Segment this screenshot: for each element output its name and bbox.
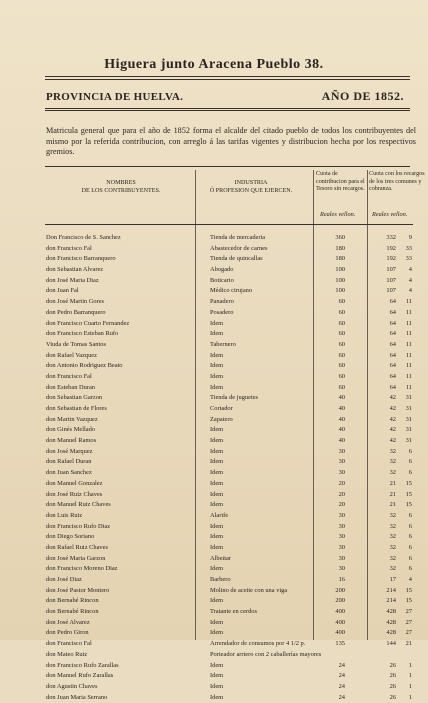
table-row: [0, 329, 428, 340]
contributor-name: don Ginés Mellado: [46, 426, 95, 434]
column-header-names: NOMBRES DE LOS CONTRIBUYENTES.: [81, 180, 161, 194]
cuota-tesoro-cell: 400: [335, 629, 345, 637]
cuota-recargos-cents: 27: [405, 618, 412, 626]
cuota-recargos-cell: 64: [389, 298, 396, 306]
divider: [45, 224, 413, 225]
contributor-name: don Francisco Rufo Zarallas: [46, 661, 119, 669]
intro-paragraph: Matricula general que para el año de 1852 forma el alcalde del citado pueblo de todos los contribuyentes del mismo por la referida contribucion, con arreglo á las tarifas vigentes y distribucion hecha por los respectivos gremios.: [46, 126, 416, 156]
industry-cell: Idem: [210, 522, 224, 530]
cuota-tesoro-cell: 40: [338, 437, 345, 445]
cuota-recargos-cents: 1: [408, 682, 412, 690]
cuota-recargos-cents: 6: [408, 554, 412, 562]
cuota-recargos-cell: 32: [389, 522, 396, 530]
divider: [45, 79, 410, 80]
cuota-recargos-cents: 27: [405, 629, 412, 637]
industry-cell: Idem: [210, 629, 224, 637]
contributor-name: don Bernabé Rincon: [46, 597, 99, 605]
contributor-name: don José Alvarez: [46, 618, 90, 626]
industry-cell: Arrendador de consumos por 4 1/2 p.: [210, 640, 306, 648]
cuota-tesoro-cell: 20: [338, 490, 345, 498]
contributor-name: don Sebastian de Flores: [46, 405, 107, 412]
cuota-recargos-cell: 64: [389, 308, 396, 316]
industry-cell: Alarife: [210, 511, 229, 519]
cuota-tesoro-cell: 20: [338, 501, 345, 509]
industry-cell: Posadero: [210, 308, 234, 316]
cuota-recargos-cell: 26: [389, 682, 396, 690]
cuota-recargos-cents: 6: [408, 522, 412, 530]
contributor-name: don José Maria Garzon: [46, 554, 106, 562]
cuota-recargos-cell: 42: [389, 394, 396, 402]
cuota-recargos-cents: 11: [405, 330, 412, 338]
table-row: [0, 265, 428, 276]
table-row: [0, 254, 428, 265]
cuota-tesoro-cell: 60: [338, 298, 345, 306]
contributor-name: don Francisco Esteban Rufo: [46, 330, 119, 338]
industry-cell: Idem: [210, 437, 224, 445]
table-row: [0, 511, 428, 522]
industry-cell: Tabernero: [210, 340, 236, 348]
cuota-recargos-cell: 26: [389, 661, 396, 669]
industry-cell: Médico cirujano: [210, 287, 253, 295]
cuota-recargos-cell: 42: [389, 426, 396, 434]
table-row: [0, 404, 428, 415]
cuota-recargos-cell: 32: [389, 458, 396, 466]
cuota-tesoro-cell: 60: [338, 351, 345, 359]
table-row: [0, 532, 428, 543]
cuota-tesoro-cell: 40: [338, 405, 345, 412]
cuota-tesoro-cell: 60: [338, 383, 345, 391]
industry-cell: Idem: [210, 372, 224, 380]
industry-cell: Panadero: [210, 298, 234, 306]
contributor-name: don Manuel Gonzalez: [46, 479, 103, 487]
industry-cell: Tienda de juguetes: [210, 394, 259, 402]
cuota-tesoro-cell: 30: [338, 533, 345, 541]
cuota-recargos-cell: 42: [389, 437, 396, 445]
cuota-recargos-cell: 107: [386, 287, 396, 295]
cuota-recargos-cell: 214: [386, 586, 396, 594]
industry-cell: Tratante en cerdos: [210, 608, 257, 616]
cuota-recargos-cents: 1: [408, 672, 412, 680]
cuota-recargos-cents: 1: [408, 661, 412, 669]
cuota-recargos-cell: 21: [389, 501, 396, 509]
industry-cell: Idem: [210, 319, 224, 327]
table-row: [0, 297, 428, 308]
cuota-recargos-cell: 42: [389, 405, 396, 412]
cuota-recargos-cell: 64: [389, 351, 396, 359]
contributor-name: don Rafael Duran: [46, 458, 92, 466]
cuota-recargos-cents: 15: [405, 501, 412, 509]
industry-cell: Idem: [210, 565, 224, 573]
cuota-recargos-cell: 32: [389, 511, 396, 519]
cuota-tesoro-cell: 20: [338, 479, 345, 487]
table-row: [0, 393, 428, 404]
contributor-name: don Luis Ruiz: [46, 511, 83, 519]
table-row: [0, 351, 428, 362]
table-row: [0, 372, 428, 383]
industry-cell: Zapatero: [210, 415, 233, 423]
industry-cell: Idem: [210, 672, 224, 680]
table-row: [0, 522, 428, 533]
industry-cell: Idem: [210, 447, 224, 455]
industry-cell: Idem: [210, 383, 224, 391]
contributor-name: don Bernabé Rincon: [46, 608, 99, 616]
unit-label: Reales vellon.: [320, 211, 356, 218]
cuota-recargos-cents: 6: [408, 469, 412, 477]
contributor-name: don Pedro Barranquero: [46, 308, 106, 316]
cuota-recargos-cell: 42: [389, 415, 396, 423]
cuota-recargos-cell: 21: [389, 490, 396, 498]
cuota-tesoro-cell: 30: [338, 565, 345, 573]
page-title: Higuera junto Aracena Pueblo 38.: [104, 57, 324, 72]
cuota-tesoro-cell: 40: [338, 394, 345, 402]
contributor-name: Viuda de Tomas Santos: [46, 340, 106, 348]
table-row: [0, 682, 428, 693]
cuota-recargos-cents: 11: [405, 383, 412, 391]
contributor-name: don José Diaz: [46, 576, 82, 583]
cuota-recargos-cell: 192: [386, 244, 396, 252]
table-row: [0, 319, 428, 330]
cuota-tesoro-cell: 40: [338, 426, 345, 434]
cuota-tesoro-cell: 60: [338, 340, 345, 348]
cuota-tesoro-cell: 24: [338, 672, 345, 680]
contributor-name: don Manuel Rufo Zarallas: [46, 672, 114, 680]
cuota-tesoro-cell: 180: [335, 255, 345, 263]
cuota-recargos-cell: 428: [386, 608, 396, 616]
contributor-name: don Juan Fal: [46, 287, 79, 295]
table-row: [0, 425, 428, 436]
industry-cell: Idem: [210, 501, 224, 509]
cuota-tesoro-cell: 60: [338, 308, 345, 316]
industry-cell: Idem: [210, 479, 224, 487]
table-row: [0, 639, 428, 650]
table-row: [0, 308, 428, 319]
cuota-recargos-cents: 4: [408, 287, 412, 295]
cuota-recargos-cell: 214: [386, 597, 396, 605]
cuota-recargos-cell: 26: [389, 693, 396, 701]
cuota-recargos-cell: 32: [389, 554, 396, 562]
table-row: [0, 468, 428, 479]
cuota-recargos-cents: 15: [405, 479, 412, 487]
cuota-recargos-cell: 428: [386, 618, 396, 626]
contributor-name: don Francisco Moreno Diaz: [46, 565, 118, 573]
contributor-list: [0, 233, 428, 703]
cuota-recargos-cell: 64: [389, 372, 396, 380]
divider: [45, 166, 410, 167]
cuota-tesoro-cell: 30: [338, 447, 345, 455]
contributor-name: don Agustin Chaves: [46, 682, 98, 690]
contributor-name: don José Ruiz Chaves: [46, 490, 103, 498]
cuota-recargos-cell: 32: [389, 533, 396, 541]
table-row: [0, 607, 428, 618]
cuota-recargos-cell: 64: [389, 330, 396, 338]
cuota-tesoro-cell: 24: [338, 682, 345, 690]
cuota-recargos-cents: 11: [405, 340, 412, 348]
table-row: [0, 415, 428, 426]
cuota-recargos-cents: 6: [408, 511, 412, 519]
industry-cell: Idem: [210, 618, 224, 626]
cuota-recargos-cell: 32: [389, 469, 396, 477]
industry-cell: Abastecedor de carnes: [210, 244, 268, 252]
table-row: [0, 340, 428, 351]
cuota-tesoro-cell: 30: [338, 469, 345, 477]
cuota-recargos-cents: 11: [405, 298, 412, 306]
cuota-tesoro-cell: 100: [335, 266, 345, 274]
contributor-name: Don Francisco de S. Sanchez: [46, 234, 121, 241]
industry-cell: Idem: [210, 469, 224, 477]
cuota-recargos-cell: 428: [386, 629, 396, 637]
table-row: [0, 564, 428, 575]
divider: [45, 108, 410, 109]
table-row: [0, 457, 428, 468]
contributor-name: don Manuel Ramos: [46, 437, 97, 445]
cuota-recargos-cents: 4: [408, 576, 412, 583]
contributor-name: don Rafael Ruiz Chaves: [46, 543, 108, 551]
cuota-tesoro-cell: 200: [335, 586, 345, 594]
table-row: [0, 436, 428, 447]
contributor-name: don José Maria Diaz: [46, 276, 99, 284]
table-row: [0, 479, 428, 490]
cuota-recargos-cell: 64: [389, 362, 396, 370]
cuota-recargos-cents: 1: [408, 693, 412, 701]
industry-cell: Albeitar: [210, 554, 231, 562]
contributor-name: don Mateo Ruiz: [46, 650, 88, 658]
cuota-recargos-cents: 11: [405, 362, 412, 370]
cuota-recargos-cents: 6: [408, 533, 412, 541]
industry-cell: Idem: [210, 351, 224, 359]
contributor-name: don Diego Soriano: [46, 533, 95, 541]
cuota-recargos-cents: 9: [408, 234, 412, 241]
table-row: [0, 650, 428, 661]
industry-cell: Idem: [210, 543, 224, 551]
table-row: [0, 490, 428, 501]
cuota-tesoro-cell: 60: [338, 362, 345, 370]
contributor-name: don Francisco Fal: [46, 640, 92, 648]
table-row: [0, 383, 428, 394]
industry-cell: Barbero: [210, 576, 231, 583]
cuota-recargos-cell: 21: [389, 479, 396, 487]
contributor-name: don Juan Maria Serrano: [46, 693, 108, 701]
contributor-name: don Francisco Cuarto Fernandez: [46, 319, 130, 327]
year-heading: AÑO DE 1852.: [321, 89, 404, 103]
table-row: [0, 447, 428, 458]
contributor-name: don Manuel Ruiz Chaves: [46, 501, 111, 509]
cuota-tesoro-cell: 60: [338, 319, 345, 327]
industry-cell: Porteador arriero con 2 caballerías mayores: [210, 650, 322, 658]
industry-cell: Idem: [210, 458, 224, 466]
cuota-tesoro-cell: 100: [335, 276, 345, 284]
column-header-cuota-recargos: Cuota con los recargos de los tres comunes y cobranza.: [369, 171, 425, 192]
contributor-name: don Francisco Fal: [46, 372, 92, 380]
table-row: [0, 671, 428, 682]
cuota-recargos-cell: 64: [389, 383, 396, 391]
table-row: [0, 618, 428, 629]
cuota-recargos-cents: 11: [405, 308, 412, 316]
contributor-name: don Francisco Barranquero: [46, 255, 116, 263]
cuota-recargos-cell: 64: [389, 319, 396, 327]
industry-cell: Abogado: [210, 266, 234, 274]
cuota-tesoro-cell: 135: [335, 640, 345, 648]
cuota-tesoro-cell: 200: [335, 597, 345, 605]
industry-cell: Tienda de mercaderia: [210, 234, 266, 241]
cuota-recargos-cell: 107: [386, 266, 396, 274]
industry-cell: Tienda de quincallas: [210, 255, 263, 263]
cuota-recargos-cents: 11: [405, 372, 412, 380]
unit-label: Reales vellon.: [372, 211, 408, 218]
industry-cell: Boticario: [210, 276, 234, 284]
table-row: [0, 586, 428, 597]
industry-cell: Idem: [210, 362, 224, 370]
industry-cell: Idem: [210, 330, 224, 338]
table-row: [0, 233, 428, 244]
table-row: [0, 628, 428, 639]
column-header-industry: INDUSTRIA Ó PROFESION QUE EJERCEN.: [209, 180, 293, 194]
cuota-tesoro-cell: 180: [335, 244, 345, 252]
cuota-recargos-cents: 11: [405, 319, 412, 327]
contributor-name: don Esteban Duran: [46, 383, 95, 391]
divider: [45, 110, 410, 111]
industry-cell: Idem: [210, 597, 224, 605]
industry-cell: Molino de aceite con una viga: [210, 586, 288, 594]
cuota-tesoro-cell: 16: [338, 576, 345, 583]
cuota-recargos-cell: 32: [389, 543, 396, 551]
table-row: [0, 276, 428, 287]
contributor-name: don José Martin Gores: [46, 298, 105, 306]
cuota-tesoro-cell: 24: [338, 693, 345, 701]
cuota-tesoro-cell: 60: [338, 372, 345, 380]
contributor-name: don José Pastor Montero: [46, 586, 110, 594]
industry-cell: Idem: [210, 533, 224, 541]
cuota-tesoro-cell: 60: [338, 330, 345, 338]
table-row: [0, 500, 428, 511]
cuota-tesoro-cell: 360: [335, 234, 345, 241]
cuota-recargos-cell: 107: [386, 276, 396, 284]
contributor-name: don Francisco Rufo Diaz: [46, 522, 111, 530]
contributor-name: don Francisco Fal: [46, 244, 92, 252]
cuota-recargos-cell: 192: [386, 255, 396, 263]
contributor-name: don José Marquez: [46, 447, 93, 455]
table-row: [0, 286, 428, 297]
cuota-recargos-cents: 11: [405, 351, 412, 359]
column-header-cuota-tesoro: Cuota de contribucion para el Tesoro sin recargos.: [316, 171, 365, 192]
table-row: [0, 575, 428, 586]
cuota-recargos-cell: 144: [386, 640, 396, 648]
cuota-recargos-cell: 17: [389, 576, 396, 583]
cuota-recargos-cents: 15: [405, 597, 412, 605]
table-row: [0, 361, 428, 372]
contributor-name: don Sebastian Garzon: [46, 394, 103, 402]
contributor-name: don Martin Vazquez: [46, 415, 98, 423]
industry-cell: Idem: [210, 682, 224, 690]
table-row: [0, 543, 428, 554]
cuota-recargos-cents: 31: [405, 437, 412, 445]
cuota-recargos-cents: 15: [405, 490, 412, 498]
cuota-recargos-cents: 31: [405, 415, 412, 423]
cuota-recargos-cell: 26: [389, 672, 396, 680]
divider: [45, 76, 410, 77]
table-row: [0, 244, 428, 255]
cuota-recargos-cell: 32: [389, 447, 396, 455]
cuota-recargos-cents: 6: [408, 447, 412, 455]
cuota-tesoro-cell: 30: [338, 554, 345, 562]
contributor-name: don Sebastian Alvarez: [46, 266, 104, 274]
industry-cell: Idem: [210, 426, 224, 434]
cuota-tesoro-cell: 40: [338, 415, 345, 423]
contributor-name: don Juan Sanchez: [46, 469, 92, 477]
cuota-tesoro-cell: 30: [338, 511, 345, 519]
cuota-recargos-cents: 4: [408, 266, 412, 274]
cuota-recargos-cents: 33: [405, 255, 412, 263]
table-row: [0, 596, 428, 607]
cuota-tesoro-cell: 30: [338, 543, 345, 551]
cuota-recargos-cents: 6: [408, 458, 412, 466]
cuota-recargos-cents: 33: [405, 244, 412, 252]
industry-cell: Cortador: [210, 405, 233, 412]
table-row: [0, 661, 428, 672]
table-row: [0, 554, 428, 565]
industry-cell: Idem: [210, 693, 224, 701]
cuota-recargos-cell: 332: [386, 234, 396, 241]
cuota-tesoro-cell: 400: [335, 618, 345, 626]
cuota-recargos-cents: 15: [405, 586, 412, 594]
cuota-tesoro-cell: 30: [338, 522, 345, 530]
cuota-tesoro-cell: 30: [338, 458, 345, 466]
cuota-recargos-cell: 64: [389, 340, 396, 348]
contributor-name: don Pedro Giron: [46, 629, 89, 637]
cuota-recargos-cents: 27: [405, 608, 412, 616]
cuota-recargos-cents: 31: [405, 405, 412, 412]
cuota-tesoro-cell: 400: [335, 608, 345, 616]
province-heading: PROVINCIA DE HUELVA.: [46, 91, 184, 103]
cuota-recargos-cents: 6: [408, 543, 412, 551]
cuota-recargos-cents: 4: [408, 276, 412, 284]
contributor-name: don Rafael Vazquez: [46, 351, 97, 359]
cuota-recargos-cents: 21: [405, 640, 412, 648]
cuota-tesoro-cell: 100: [335, 287, 345, 295]
table-row: [0, 693, 428, 703]
cuota-recargos-cents: 31: [405, 426, 412, 434]
cuota-tesoro-cell: 24: [338, 661, 345, 669]
cuota-recargos-cents: 6: [408, 565, 412, 573]
industry-cell: Idem: [210, 661, 224, 669]
cuota-recargos-cell: 32: [389, 565, 396, 573]
cuota-recargos-cents: 31: [405, 394, 412, 402]
contributor-name: don Antonio Rodriguez Beato: [46, 362, 123, 370]
industry-cell: Idem: [210, 490, 224, 498]
